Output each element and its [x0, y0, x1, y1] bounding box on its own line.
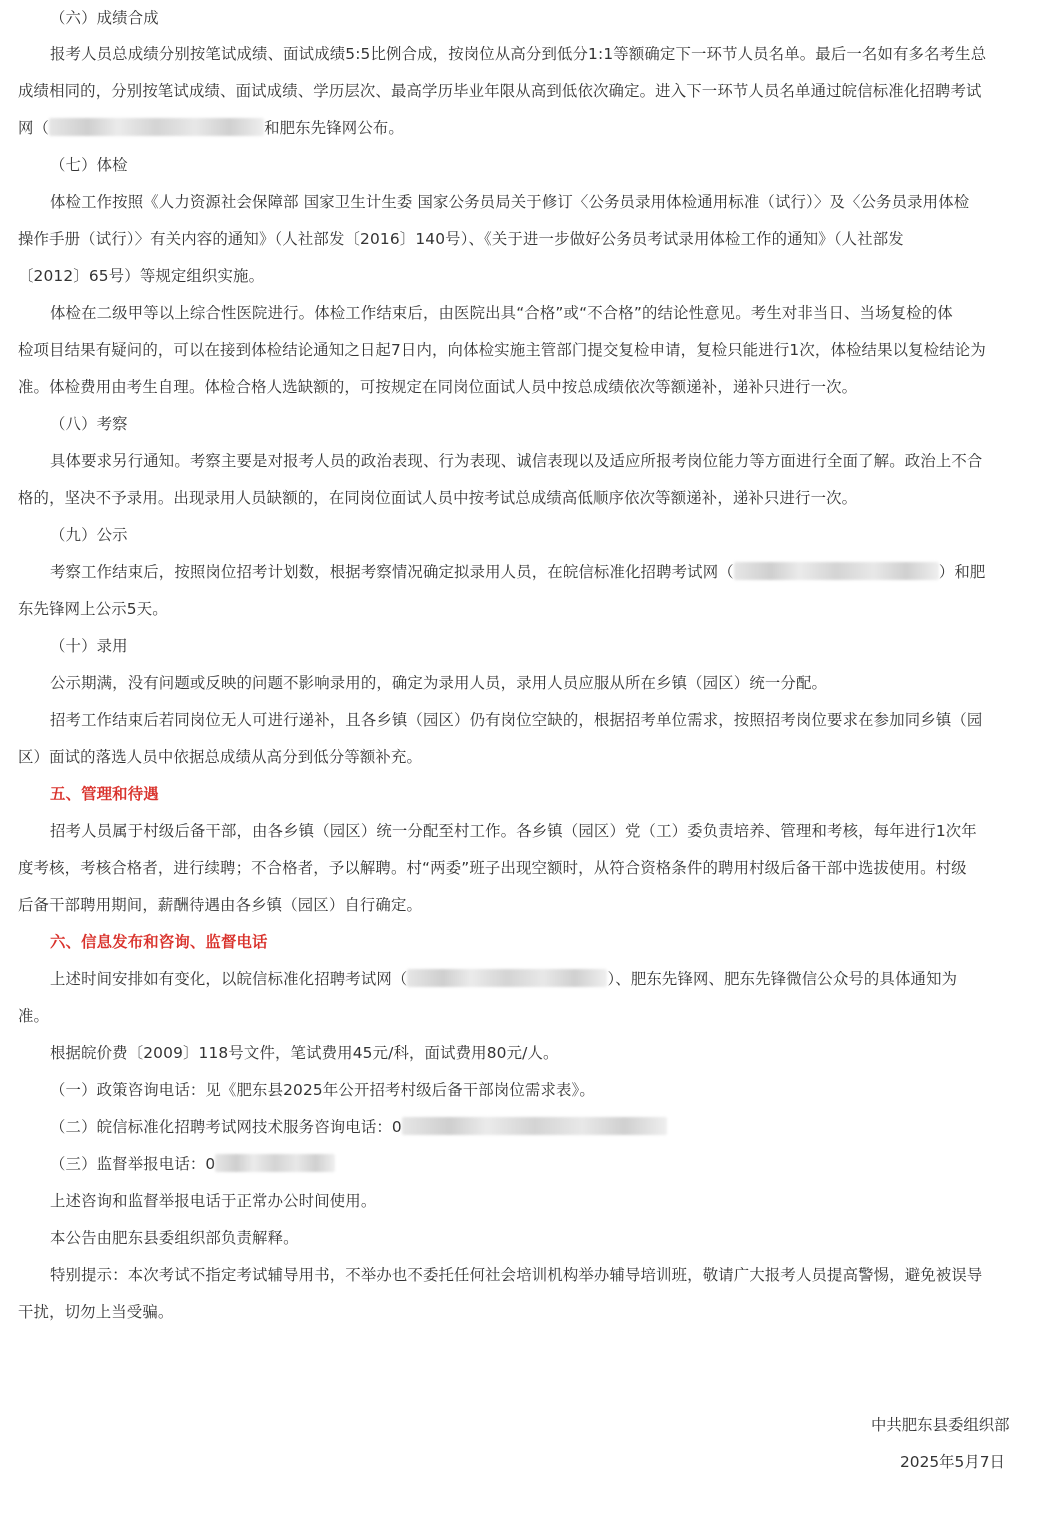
paragraph-line-with-link	[18, 118, 404, 138]
blurred-phone	[215, 1154, 335, 1172]
signature-org: 中共肥东县委组织部	[871, 1416, 1010, 1434]
section-heading-score: （六）成绩合成	[50, 9, 159, 27]
blurred-phone	[402, 1117, 667, 1135]
part-heading-management: 五、管理和待遇	[50, 785, 159, 803]
paragraph-line: 度考核，考核合格者，进行续聘；不合格者，予以解聘。村“两委”班子出现空额时，从符合资格条件的聘用村级后备干部中选拔使用。村级	[18, 859, 967, 877]
paragraph-line: 检项目结果有疑问的，可以在接到体检结论通知之日起7日内，向体检实施主管部门提交复检申请，复检只能进行1次，体检结果以复检结论为	[18, 341, 986, 359]
blurred-url	[407, 969, 607, 987]
paragraph-line: 本公告由肥东县委组织部负责解释。	[50, 1229, 299, 1247]
text-fragment: ）和肥	[938, 563, 986, 581]
section-heading-publicity: （九）公示	[50, 526, 128, 544]
contact-item-supervision	[50, 1154, 335, 1174]
paragraph-line: 体检工作按照《人力资源社会保障部 国家卫生计生委 国家公务员局关于修订〈公务员录用体检通用标准（试行）〉及〈公务员录用体检	[50, 193, 970, 211]
text-fragment: ）、肥东先锋网、肥东先锋微信公众号的具体通知为	[607, 970, 958, 988]
paragraph-line: 〔2012〕65号）等规定组织实施。	[18, 267, 265, 285]
paragraph-line: 根据皖价费〔2009〕118号文件，笔试费用45元/科，面试费用80元/人。	[50, 1044, 559, 1062]
text-fragment: （三）监督举报电话：0	[50, 1155, 216, 1173]
section-heading-physical-exam: （七）体检	[50, 156, 128, 174]
paragraph-line: 操作手册（试行）〉有关内容的通知》（人社部发〔2016〕140号）、《关于进一步做好公务员考试录用体检工作的通知》（人社部发	[18, 230, 904, 248]
paragraph-line: 干扰，切勿上当受骗。	[18, 1303, 174, 1321]
paragraph-line: 体检在二级甲等以上综合性医院进行。体检工作结束后，由医院出具“合格”或“不合格”的结论性意见。考生对非当日、当场复检的体	[50, 304, 953, 322]
paragraph-line: 区）面试的落选人员中依据总成绩从高分到低分等额补充。	[18, 748, 423, 766]
paragraph-line-with-link	[50, 969, 957, 989]
signature-date: 2025年5月7日	[900, 1453, 1005, 1471]
section-heading-hiring: （十）录用	[50, 637, 128, 655]
contact-item-tech-support	[50, 1117, 667, 1137]
paragraph-line: 招考人员属于村级后备干部，由各乡镇（园区）统一分配至村工作。各乡镇（园区）党（工）委负责培养、管理和考核，每年进行1次年	[50, 822, 977, 840]
blurred-url	[734, 562, 939, 580]
text-fragment: 和肥东先锋网公布。	[264, 119, 404, 137]
part-heading-info-contact: 六、信息发布和咨询、监督电话	[50, 933, 268, 951]
paragraph-line: 公示期满，没有问题或反映的问题不影响录用的，确定为录用人员，录用人员应服从所在乡镇（园区）统一分配。	[50, 674, 828, 692]
paragraph-line: 准。	[18, 1007, 50, 1025]
blurred-url	[49, 118, 264, 136]
text-fragment: （二）皖信标准化招聘考试网技术服务咨询电话：0	[50, 1118, 402, 1136]
paragraph-line: 上述咨询和监督举报电话于正常办公时间使用。	[50, 1192, 377, 1210]
paragraph-line: 后备干部聘用期间，薪酬待遇由各乡镇（园区）自行确定。	[18, 896, 423, 914]
paragraph-line: 招考工作结束后若同岗位无人可进行递补，且各乡镇（园区）仍有岗位空缺的，根据招考单位需求，按照招考岗位要求在参加同乡镇（园	[50, 711, 983, 729]
text-fragment: 上述时间安排如有变化，以皖信标准化招聘考试网（	[50, 970, 408, 988]
paragraph-line: 具体要求另行通知。考察主要是对报考人员的政治表现、行为表现、诚信表现以及适应所报考岗位能力等方面进行全面了解。政治上不合	[50, 452, 983, 470]
paragraph-line: 成绩相同的，分别按笔试成绩、面试成绩、学历层次、最高学历毕业年限从高到低依次确定。进入下一环节人员名单通过皖信标准化招聘考试	[18, 82, 982, 100]
text-fragment: 网（	[18, 119, 50, 137]
paragraph-line: 格的，坚决不予录用。出现录用人员缺额的，在同岗位面试人员中按考试总成绩高低顺序依次等额递补，递补只进行一次。	[18, 489, 858, 507]
paragraph-line: 东先锋网上公示5天。	[18, 600, 168, 618]
paragraph-line: 准。体检费用由考生自理。体检合格人选缺额的，可按规定在同岗位面试人员中按总成绩依次等额递补，递补只进行一次。	[18, 378, 858, 396]
contact-item-policy: （一）政策咨询电话：见《肥东县2025年公开招考村级后备干部岗位需求表》。	[50, 1081, 595, 1099]
section-heading-inspection: （八）考察	[50, 415, 128, 433]
text-fragment: 考察工作结束后，按照岗位招考计划数，根据考察情况确定拟录用人员，在皖信标准化招聘考试网（	[50, 563, 734, 581]
paragraph-line: 特别提示：本次考试不指定考试辅导用书，不举办也不委托任何社会培训机构举办辅导培训班，敬请广大报考人员提高警惕，避免被误导	[50, 1266, 983, 1284]
paragraph-line: 报考人员总成绩分别按笔试成绩、面试成绩5:5比例合成，按岗位从高分到低分1:1等额确定下一环节人员名单。最后一名如有多名考生总	[50, 45, 987, 63]
paragraph-line-with-link	[50, 562, 985, 582]
